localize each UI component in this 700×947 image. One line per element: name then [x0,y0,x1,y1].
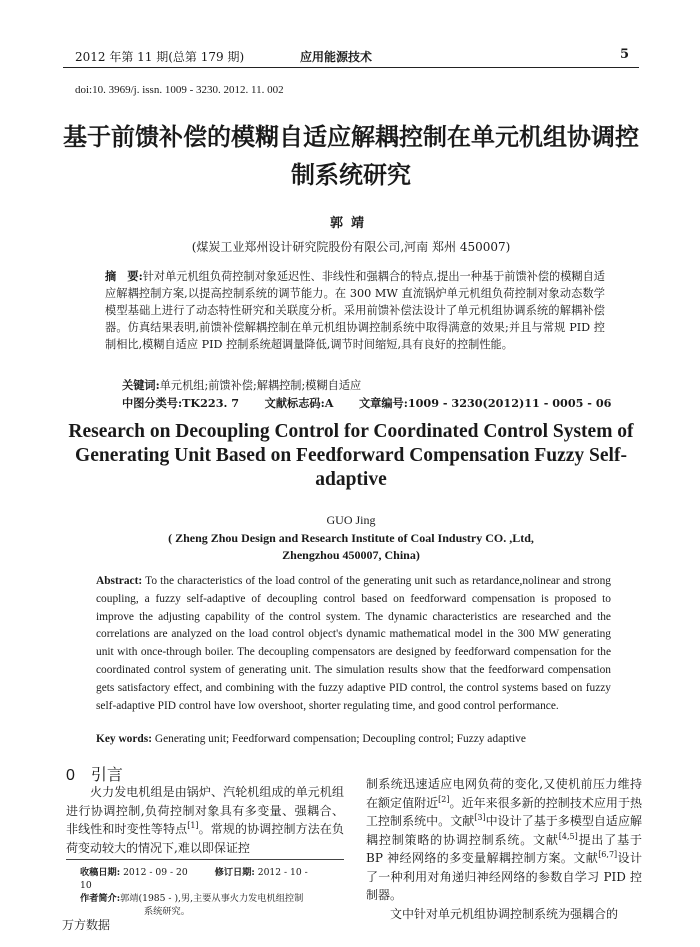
abstract-english-text: To the characteristics of the load control of the generating unit such as retardance,nolinear and strong coupling, a fuzzy self-adaptive of decoupling control based on feedforward compensation is proposed to improve the adjusting capability of the control system. The dynamic characteristics are researched and the correlations are analyzed on the load control object's dynamic mathematical model in the 300 MW generating unit with once-through boiler. The decoupling compensators are designed by feedforward compensation for the coordinated control system of generating unit. The simulation results show that the feedforward compensation gets satisfactory effect, and combining with the fuzzy adaptive PID control, the control systems based on fuzzy self-adaptive PID control have low overshoot, shorter regulating time, and good control performance. [96,575,611,712]
keywords-english-text: Generating unit; Feedforward compensation; Decoupling control; Fuzzy adaptive [154,733,526,745]
classification-line [122,395,633,411]
abstract-chinese-text: 针对单元机组负荷控制对象延迟性、非线性和强耦合的特点,提出一种基于前馈补偿的模糊自适应解耦控制方案,以提高控制系统的调节能力。在 300 MW 直流锅炉单元机组负荷控制对象动态数学模型基础上进行了动态特性研究和关联度分析。采用前馈补偿法设计了单元机组协调系统的解耦补偿器。仿真结果表明,前馈补偿解耦控制在单元机组协调控制系统中取得满意的效果;并且与常规 PID 控制相比,模糊自适应 PID 控制系统超调量降低,调节时间缩短,具有良好的控制性能。 [105,270,605,351]
doi-line: doi:10. 3969/j. issn. 1009 - 3230. 2012. 11. 002 [75,84,284,96]
keywords-chinese [122,377,361,393]
citation: [1] [187,821,199,830]
body-column-left [66,783,344,857]
running-header-issue: 2012 年第 11 期(总第 179 期) [75,50,245,64]
affiliation-english [63,530,639,564]
page-number: 5 [620,47,630,62]
abstract-english [96,573,611,715]
citation: [2] [438,794,450,804]
footnote [80,866,344,918]
abstract-english-label: Abstract: [96,575,143,587]
affiliation-english-line1: ( Zheng Zhou Design and Research Institute of Coal Industry CO. ,Ltd, [168,531,534,545]
author-chinese: 郭靖 [329,216,372,231]
footnote-dates: 收稿日期: 2012 - 09 - 20 修订日期: 2012 - 10 - 10 [80,867,308,891]
section-title: 引言 [90,765,123,784]
citation: [3] [474,813,486,822]
footnote-bio-cont: 系统研究。 [144,906,190,917]
citation: [6,7] [598,850,618,859]
keywords-english [96,733,611,745]
article-number: 文章编号:1009 - 3230(2012)11 - 0005 - 06 [358,396,612,410]
abstract-chinese [105,268,605,353]
header-rule [63,67,639,68]
citation: [4,5] [558,831,578,841]
body-paragraph: 火力发电机组是由锅炉、汽轮机组成的单元机组进行协调控制,负荷控制对象具有多变量、强耦合、非线性和时变性等特点[1]。常规的协调控制方法在负荷变动较大的情况下,难以即保证控 [66,785,344,855]
running-header-journal: 应用能源技术 [300,50,373,64]
footnote-rule [66,859,344,860]
keywords-chinese-text: 单元机组;前馈补偿;解耦控制;模糊自适应 [159,379,362,392]
affiliation-chinese: (煤炭工业郑州设计研究院股份有限公司,河南 郑州 450007) [191,240,511,254]
body-column-right [366,775,642,923]
keywords-english-label: Key words: [96,733,152,745]
title-english: Research on Decoupling Control for Coordinated Control System of Generating Unit Based on Feedforward Compensation Fuzzy Self-adaptive [68,421,634,490]
document-code: 文献标志码:A [264,396,334,410]
body-paragraph: 制系统迅速适应电网负荷的变化,又使机前压力维持在额定值附近[2]。近年来很多新的控制技术应用于热工控制系统中。文献[3]中设计了基于多模型自适应解耦控制策略的协调控制系统。文献[4,5]提出了基于 BP 神经网络的多变量解耦控制方案。文献[6,7]设计了一种利用对角递归神经网络的参数自学习 PID 控制器。 [366,777,642,902]
affiliation-english-line2: Zhengzhou 450007, China) [282,548,420,562]
title-chinese: 基于前馈补偿的模糊自适应解耦控制在单元机组协调控制系统研究 [63,122,639,189]
abstract-chinese-label: 摘 要: [105,269,143,283]
watermark: 万方数据 [62,918,111,932]
clc-number: 中图分类号:TK223. 7 [122,396,240,410]
section-number: 0 [66,767,75,784]
author-english: GUO Jing [326,513,376,527]
keywords-chinese-label: 关键词: [122,378,160,392]
section-heading [66,762,123,785]
footnote-bio: 作者简介:郭靖(1985 - ),男,主要从事火力发电机组控制 [80,893,304,904]
body-paragraph: 文中针对单元机组协调控制系统为强耦合的 [390,906,619,921]
